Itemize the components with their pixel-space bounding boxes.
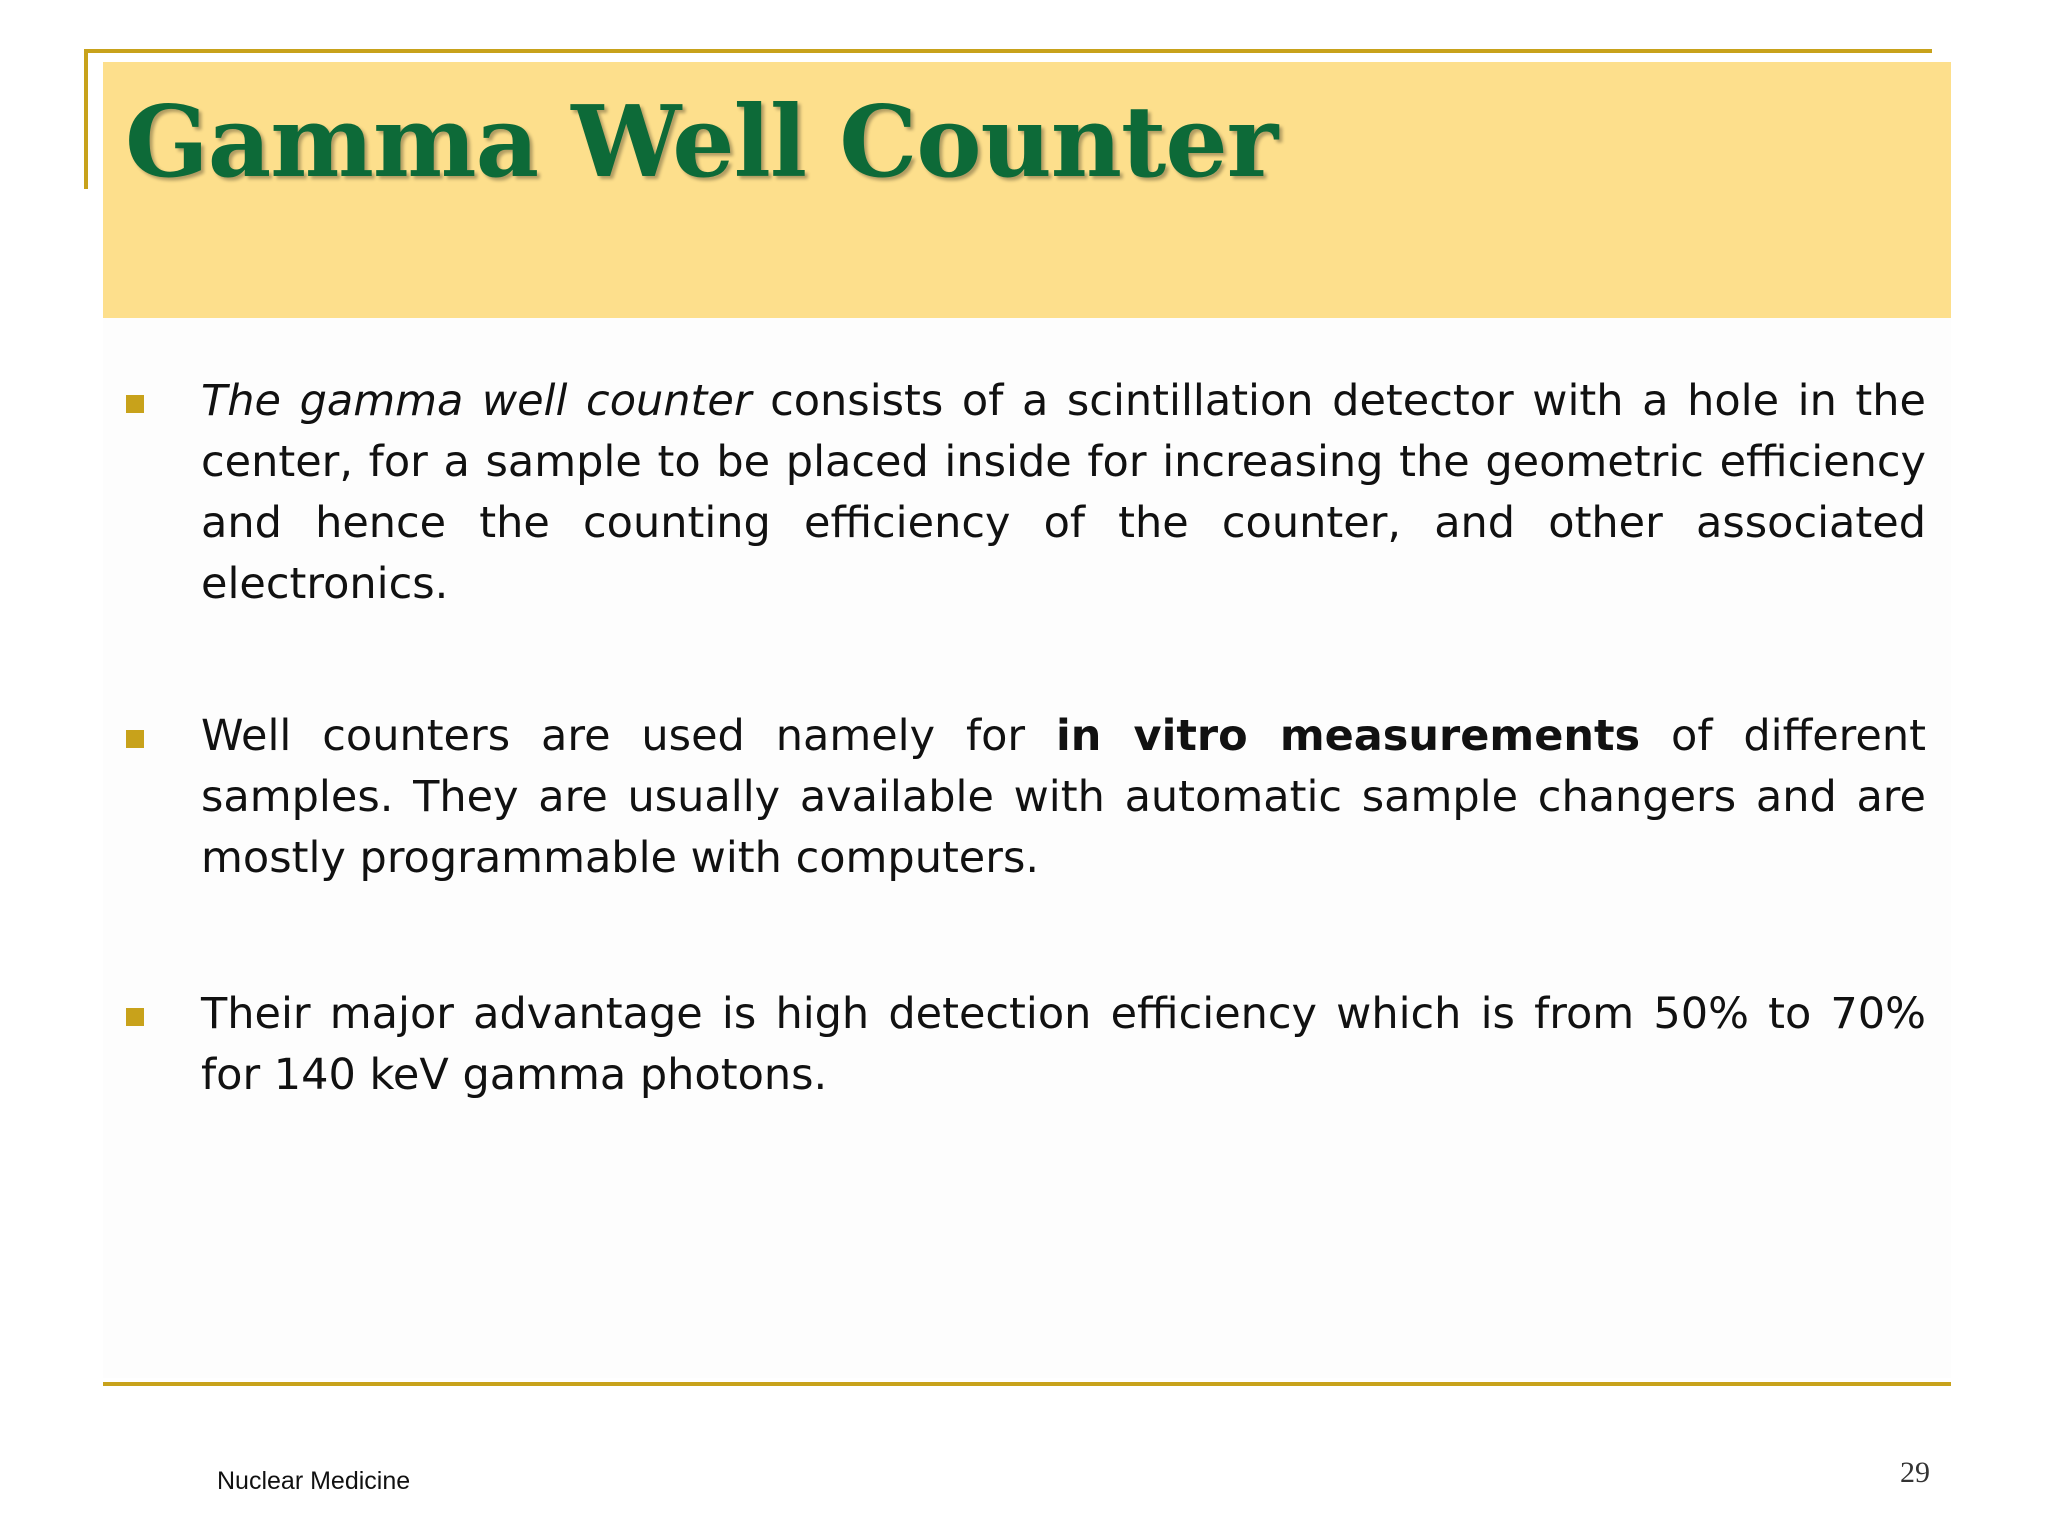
- square-bullet-icon: [126, 1008, 144, 1026]
- square-bullet-icon: [126, 730, 144, 748]
- square-bullet-icon: [126, 395, 144, 413]
- bullet-text-3: Their major advantage is high detection efficiency which is from 50% to 70% for 140 keV gamma photons.: [201, 989, 1926, 1100]
- bullet-text-2: [201, 706, 1926, 889]
- page-number: 29: [1900, 1456, 1930, 1489]
- bullet-italic-lead: The gamma well counter: [201, 376, 752, 426]
- title-accent-left-line: [84, 49, 88, 189]
- bullet-body-before: Well counters are used namely for: [201, 711, 1056, 761]
- slide-title: Gamma Well Counter: [125, 85, 1278, 200]
- footer-divider: [103, 1382, 1951, 1386]
- bullet-body-after: of different samples. They are usually available with automatic sample changers and are mostly programmable with computers.: [201, 711, 1926, 883]
- title-accent-top-line: [84, 49, 1932, 53]
- bullet-bold-term: in vitro measurements: [1056, 711, 1641, 761]
- bullet-text-1: [201, 371, 1926, 615]
- bullet-body: consists of a scintillation detector with a hole in the center, for a sample to be placed inside for increasing the geometric efficiency and hence the counting efficiency of the counter, and other associated electronics.: [201, 376, 1926, 609]
- footer-label: Nuclear Medicine: [217, 1467, 411, 1495]
